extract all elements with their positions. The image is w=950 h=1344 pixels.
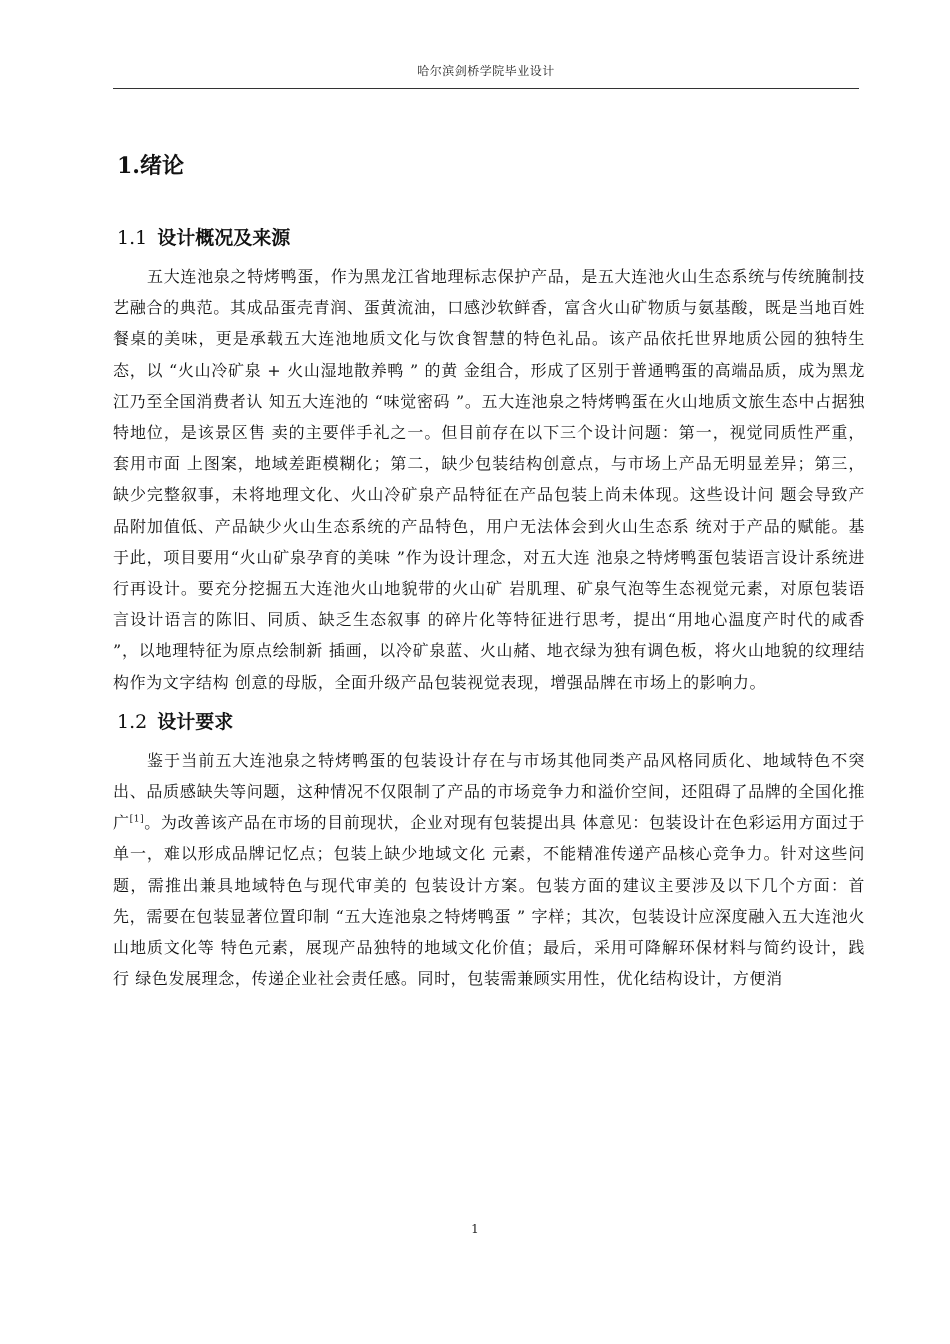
header-rule: [113, 88, 859, 89]
section-title-text: 设计概况及来源: [157, 227, 291, 249]
section-title-text: 设计要求: [157, 710, 234, 733]
section-number: 1.2: [117, 710, 148, 733]
section-heading-1-1: [113, 218, 865, 258]
section-number: 1.1: [117, 227, 148, 249]
page-number: 1: [471, 1222, 479, 1236]
page-content: [113, 146, 865, 994]
running-header: 哈尔滨剑桥学院毕业设计: [417, 64, 555, 78]
citation-ref[interactable]: [1]: [129, 814, 145, 825]
paragraph-text: 鉴于当前五大连池泉之特烤鸭蛋的包装设计存在与市场其他同类产品风格同质化、地域特色不突出、品质感缺失等问题，这种情况不仅限制了产品的市场竞争力和溢价空间，还阻碍了品牌的全国化推广: [113, 750, 865, 833]
paragraph-text: 。为改善该产品在市场的目前现状，企业对现有包装提出具 体意见：包装设计在色彩运用方面过于单一，难以形成品牌记忆点；包装上缺少地域文化 元素，不能精准传递产品核心竞争力。针对这些问题，需推出兼具地域特色与现代审美的 包装设计方案。包装方面的建议主要涉及以下几个方面：首先，需要在包装显著位置印制 “五大连池泉之特烤鸭蛋 ” 字样；其次，包装设计应深度融入五大连池火山地质文化等 特色元素，展现产品独特的地域文化价值；最后，采用可降解环保材料与简约设计，践行 绿色发展理念，传递企业社会责任感。同时，包装需兼顾实用性，优化结构设计，方便消: [113, 813, 865, 989]
section-paragraph: [113, 745, 865, 995]
section-heading-1-2: [113, 702, 865, 742]
chapter-title: 1.绪论: [117, 153, 184, 179]
section-paragraph: 五大连池泉之特烤鸭蛋，作为黑龙江省地理标志保护产品，是五大连池火山生态系统与传统腌制技艺融合的典范。其成品蛋壳青润、蛋黄流油，口感沙软鲜香，富含火山矿物质与氨基酸，既是当地百姓餐桌的美味，更是承载五大连池地质文化与饮食智慧的特色礼品。该产品依托世界地质公园的独特生态，以 “火山冷矿泉 + 火山湿地散养鸭 ” 的黄 金组合，形成了区别于普通鸭蛋的高端品质，成为黑龙江乃至全国消费者认 知五大连池的 “味觉密码 ”。五大连池泉之特烤鸭蛋在火山地质文旅生态中占据独特地位，是该景区售 卖的主要伴手礼之一。但目前存在以下三个设计问题：第一，视觉同质性严重，套用市面 上图案，地域差距模糊化；第二，缺少包装结构创意点，与市场上产品无明显差异；第三， 缺少完整叙事，未将地理文化、火山冷矿泉产品特征在产品包装上尚未体现。这些设计问 题会导致产品附加值低、产品缺少火山生态系统的产品特色，用户无法体会到火山生态系 统对于产品的赋能。基于此，项目要用“火山矿泉孕育的美味 ”作为设计理念，对五大连 池泉之特烤鸭蛋包装语言设计系统进行再设计。要充分挖掘五大连池火山地貌带的火山矿 岩肌理、矿泉气泡等生态视觉元素，对原包装语言设计语言的陈旧、同质、缺乏生态叙事 的碎片化等特征进行思考，提出“用地心温度产时代的咸香 ”，以地理特征为原点绘制新 插画，以冷矿泉蓝、火山赭、地衣绿为独有调色板，将火山地貌的纹理结构作为文字结构 创意的母版，全面升级产品包装视觉表现，增强品牌在市场上的影响力。: [113, 267, 865, 692]
